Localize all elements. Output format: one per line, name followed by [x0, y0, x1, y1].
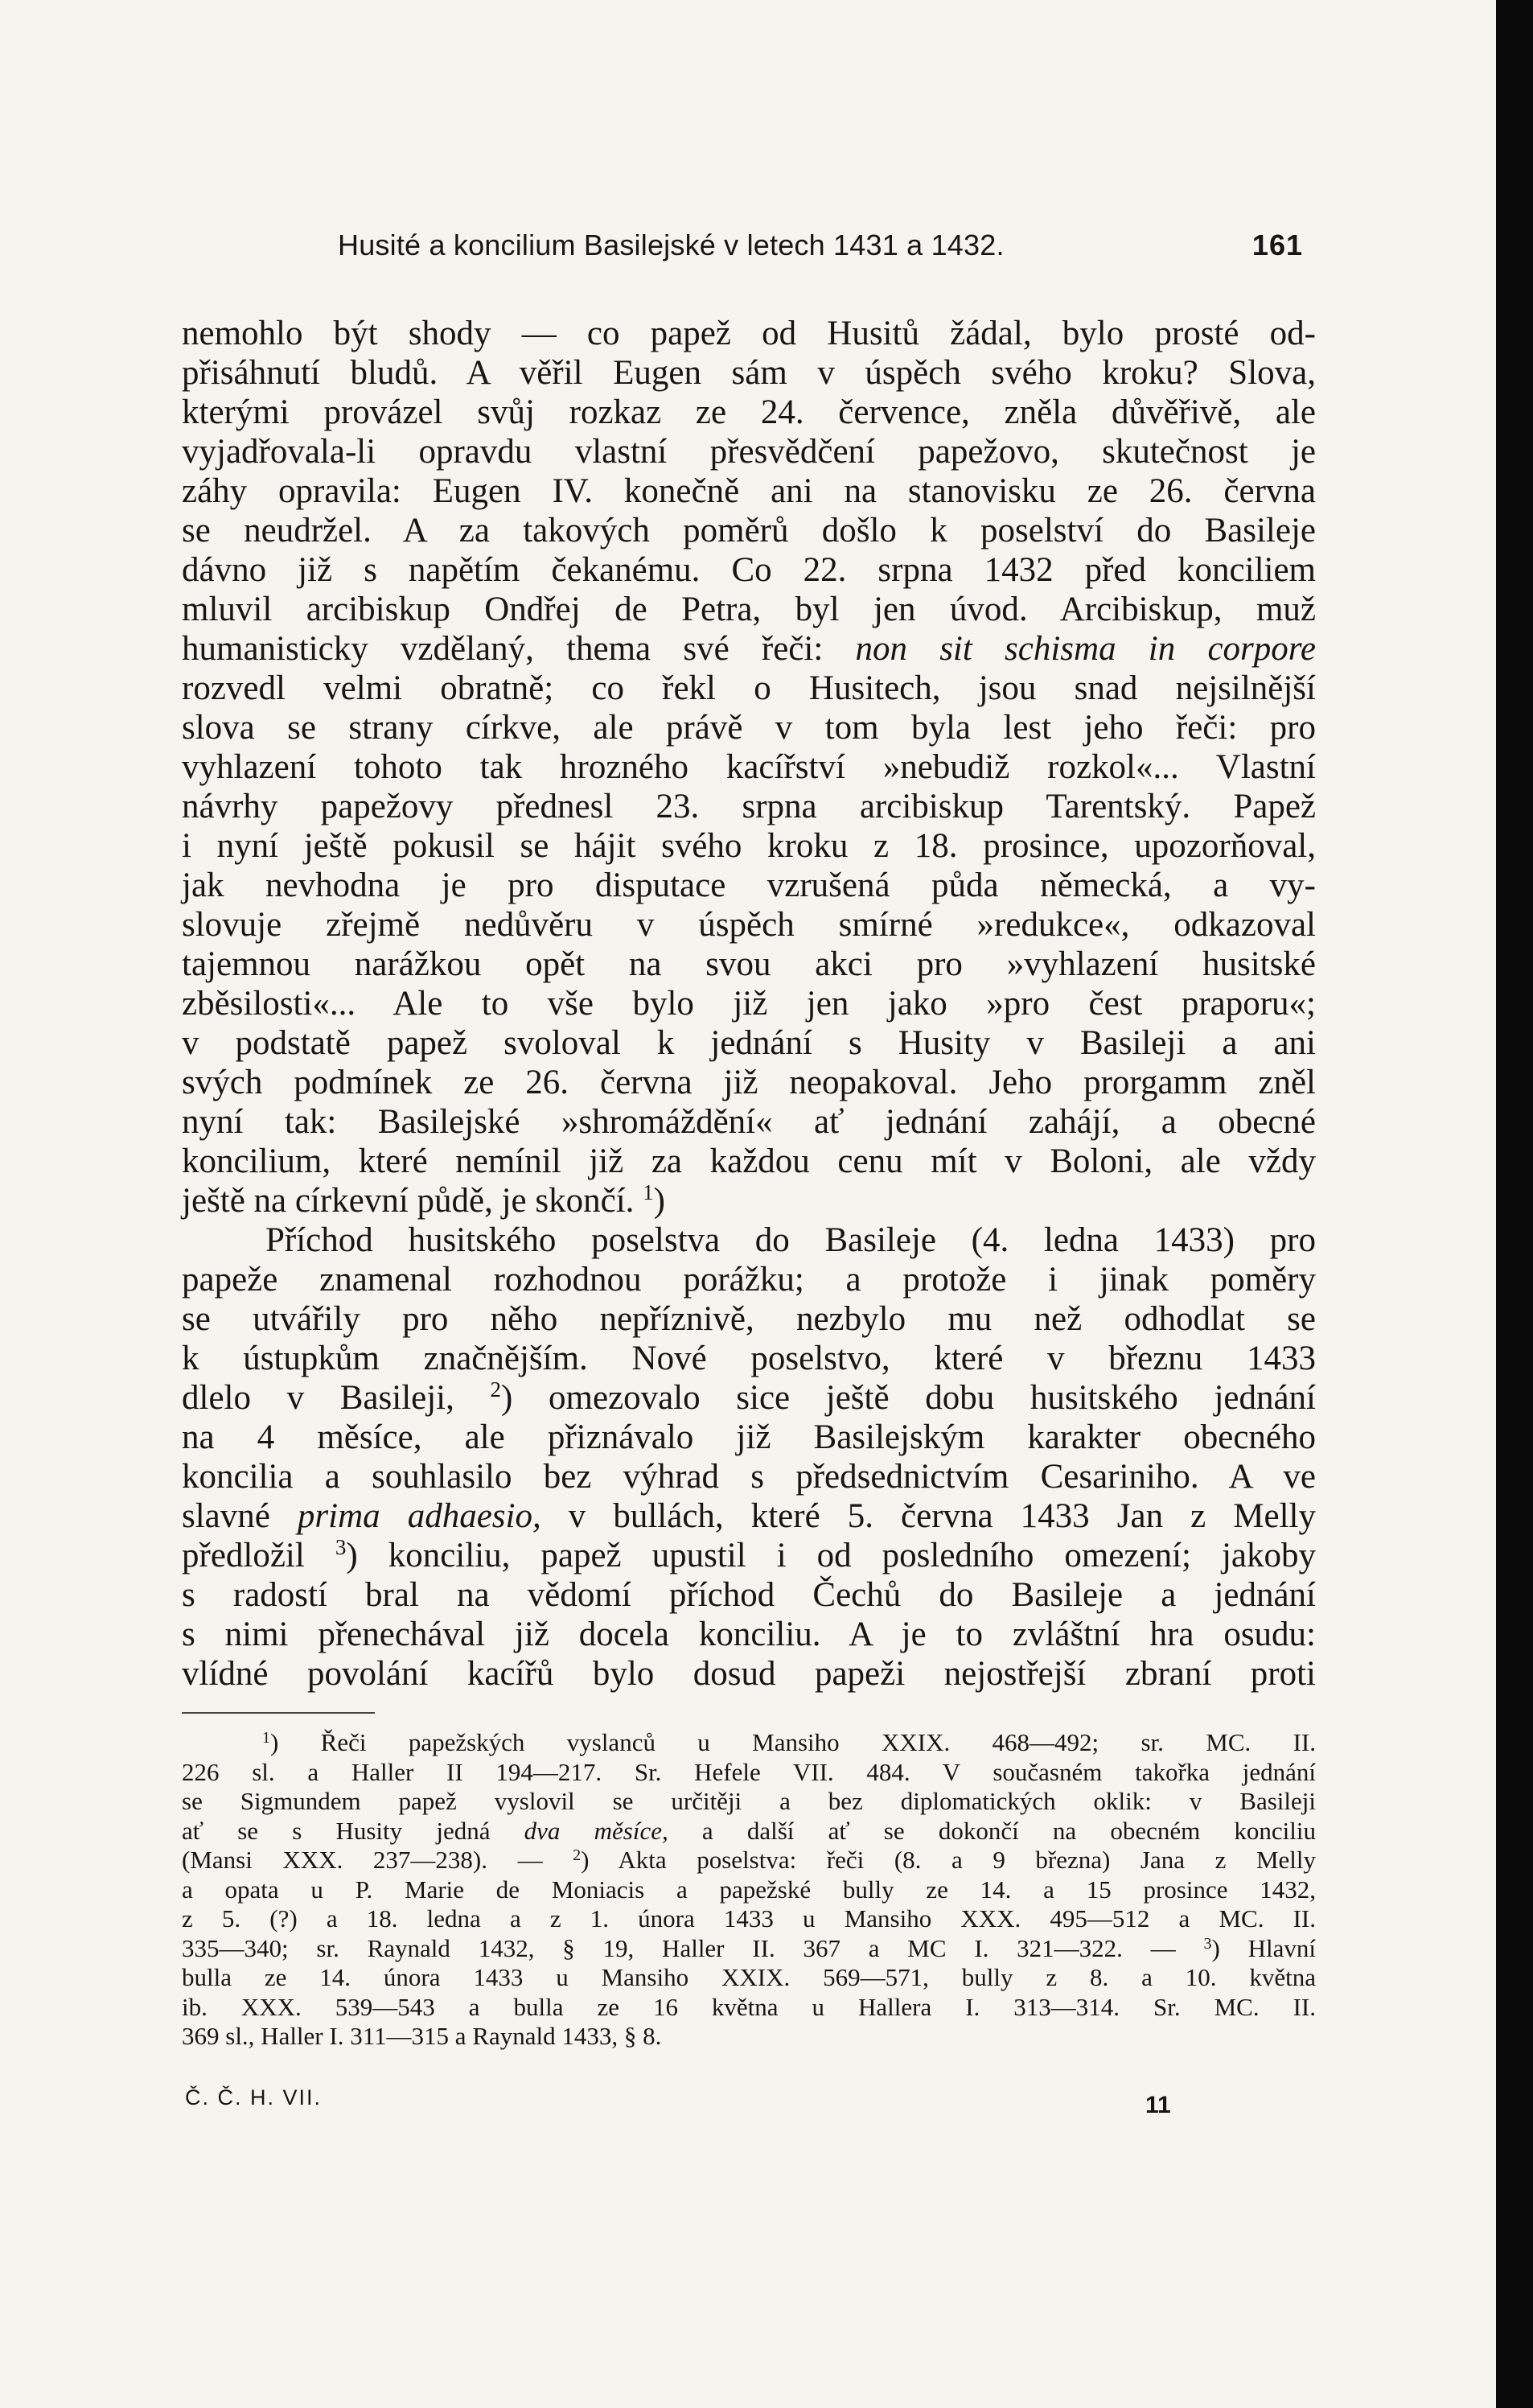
- text-fragment: 335—340; sr. Raynald 1432, § 19, Haller II. 367 a MC I. 321—322. —: [182, 1933, 1176, 1962]
- text-line: na 4 měsíce, ale přiznávalo již Basilejským karakter obecného: [182, 1418, 1316, 1456]
- text-line: vyhlazení tohoto tak hrozného kacířství »nebudiž rozkol«... Vlastní: [182, 748, 1316, 786]
- text-line: se utvářily pro něho nepříznivě, nezbylo mu než odhodlat se: [182, 1300, 1316, 1338]
- text-line: dávno již s napětím čekanému. Co 22. srpna 1432 před konciliem: [182, 551, 1316, 589]
- text-fragment: Řeči papežských vyslanců u Mansiho XXIX. 468—492; sr. MC. II.: [320, 1728, 1316, 1756]
- latin-quote: non sit schisma in corpore: [855, 630, 1317, 668]
- printer-signature: Č. Č. H. VII.: [185, 2085, 323, 2110]
- text-line: návrhy papežovy přednesl 23. srpna arcibiskup Tarentský. Papež: [182, 788, 1316, 825]
- text-line: mluvil arcibiskup Ondřej de Petra, byl jen úvod. Arcibiskup, muž: [182, 591, 1316, 628]
- text-line: s radostí bral na vědomí příchod Čechů do Basileje a jednání: [182, 1576, 1316, 1614]
- page-header: [338, 222, 1303, 270]
- latin-phrase: prima adhaesio,: [297, 1497, 541, 1535]
- text-line: Příchod husitského poselstva do Basileje (4. ledna 1433) pro: [265, 1221, 1316, 1259]
- text-line: v podstatě papež svoloval k jednání s Husity v Basileji a ani: [182, 1024, 1316, 1062]
- footnote-marker: 3: [335, 1535, 347, 1559]
- text-line: záhy opravila: Eugen IV. konečně ani na stanovisku ze 26. června: [182, 472, 1316, 510]
- footnote-line: 369 sl., Haller I. 311—315 a Raynald 1433, § 8.: [182, 2022, 662, 2050]
- text-line: svých podmínek ze 26. června již neopakoval. Jeho prorgamm zněl: [182, 1064, 1316, 1101]
- text-fragment: dlelo v Basileji,: [182, 1379, 454, 1417]
- text-line: i nyní ještě pokusil se hájit svého kroku z 18. prosince, upozorňoval,: [182, 827, 1316, 865]
- footnote-line: se Sigmundem papež vyslovil se určitěji a bez diplomatických oklik: v Basileji: [182, 1787, 1316, 1815]
- page-number: 161: [1251, 228, 1303, 261]
- text-fragment: konciliu, papež upustil i od posledního omezení; jakoby: [388, 1537, 1317, 1574]
- text-line: vlídné povolání kacířů bylo dosud papeži nejostřejší zbraní proti: [182, 1655, 1316, 1693]
- footnote-line: z 5. (?) a 18. ledna a z 1. února 1433 u Mansiho XXX. 495—512 a MC. II.: [182, 1904, 1316, 1933]
- text-line: slova se strany církve, ale právě v tom byla lest jeho řeči: pro: [182, 709, 1316, 747]
- text-fragment: omezovalo sice ještě dobu husitského jednání: [549, 1379, 1317, 1417]
- text-line: slovuje zřejmě nedůvěru v úspěch smírné »redukce«, odkazoval: [182, 906, 1316, 944]
- text-line: rozvedl velmi obratně; co řekl o Husitech, jsou snad nejsilnější: [182, 669, 1316, 707]
- text-line: přisáhnutí bludů. A věřil Eugen sám v úspěch svého kroku? Slova,: [182, 354, 1316, 392]
- text-line: koncilium, které nemínil již za každou cenu mít v Boloni, ale vždy: [182, 1142, 1316, 1180]
- footnote-line: $^1$) Řeči papežských vyslanců u Mansiho XXIX. 468—492; sr. MC. II.: [262, 1728, 1316, 1756]
- footnote-marker: 1: [643, 1180, 654, 1204]
- text-line: tajemnou narážkou opět na svou akci pro »vyhlazení husitské: [182, 945, 1316, 983]
- text-fragment: Akta poselstva: řeči (8. a 9 března) Jana z Melly: [618, 1846, 1316, 1874]
- footnote-marker: 3: [1203, 1934, 1212, 1953]
- footnote-line: a opata u P. Marie de Moniacis a papežské bully ze 14. a 15 prosince 1432,: [182, 1875, 1316, 1904]
- footnote-line: 226 sl. a Haller II 194—217. Sr. Hefele VII. 484. V současném takořka jednání: [182, 1757, 1316, 1786]
- scan-border: [1496, 0, 1533, 2408]
- footnotes: [182, 1728, 1316, 2052]
- text-fragment: (Mansi XXX. 237—238). —: [182, 1846, 543, 1874]
- footnote-marker: 2: [573, 1846, 582, 1864]
- sheet-number: 11: [1145, 2092, 1171, 2118]
- footnote-line: [182, 1817, 1316, 1846]
- italic-phrase: dva měsíce,: [524, 1816, 668, 1845]
- text-fragment: ať se s Husity jedná: [182, 1816, 491, 1845]
- text-fragment: a další ať se dokončí na obecném konciliu: [701, 1816, 1317, 1845]
- text-line: ještě na církevní půdě, je skončí. $^1$): [182, 1180, 665, 1220]
- text-line: papeže znamenal rozhodnou porážku; a protože i jinak poměry: [182, 1261, 1316, 1299]
- main-text: [182, 314, 1316, 1694]
- text-line: jak nevhodna je pro disputace vzrušená půda německá, a vy-: [182, 866, 1316, 904]
- footnote-line: bulla ze 14. února 1433 u Mansiho XXIX. 569—571, bully z 8. a 10. května: [182, 1963, 1316, 1991]
- text-fragment: předložil: [182, 1537, 305, 1574]
- text-line: zběsilosti«... Ale to vše bylo již jen jako »pro čest praporu«;: [182, 985, 1316, 1023]
- text-fragment: slavné: [182, 1497, 270, 1535]
- text-fragment: ještě na církevní půdě, je skončí.: [182, 1182, 635, 1220]
- text-fragment: v bullách, které 5. června 1433 Jan z Melly: [568, 1497, 1316, 1535]
- running-title: Husité a koncilium Basilejské v letech 1431 a 1432.: [338, 228, 1005, 261]
- text-line: vyjadřovala-li opravdu vlastní přesvědčení papežovo, skutečnost je: [182, 433, 1316, 471]
- footnote-line: 335—340; sr. Raynald 1432, § 19, Haller II. 367 a MC I. 321—322. — $^3$) Hlavní: [182, 1933, 1316, 1962]
- text-line: dlelo v Basileji, $^2$) omezovalo sice ještě dobu husitského jednání: [182, 1377, 1317, 1417]
- text-fragment: humanisticky vzdělaný, thema své řeči:: [182, 630, 824, 668]
- footnote-marker: 1: [262, 1729, 270, 1747]
- text-line: s nimi přenechával již docela konciliu. A je to zvláštní hra osudu:: [182, 1616, 1316, 1653]
- text-line: nemohlo být shody — co papež od Husitů žádal, bylo prosté od-: [182, 315, 1316, 352]
- footnote-marker: 2: [490, 1377, 502, 1402]
- footnote-line: ib. XXX. 539—543 a bulla ze 16 května u Hallera I. 313—314. Sr. MC. II.: [182, 1992, 1316, 2021]
- text-line: kterými provázel svůj rozkaz ze 24. července, zněla důvěřivě, ale: [182, 393, 1316, 431]
- text-fragment: Hlavní: [1247, 1933, 1316, 1962]
- text-line: koncilia a souhlasilo bez výhrad s předsednictvím Cesariniho. A ve: [182, 1458, 1316, 1496]
- footnote-line: (Mansi XXX. 237—238). — $^2$) Akta poselstva: řeči (8. a 9 března) Jana z Melly: [182, 1846, 1316, 1874]
- footnote-separator: [182, 1712, 375, 1714]
- text-line: [182, 1496, 1316, 1536]
- text-line: [182, 629, 1316, 669]
- text-line: se neudržel. A za takových poměrů došlo k poselství do Basileje: [182, 512, 1316, 550]
- text-line: k ústupkům značnějším. Nové poselstvo, které v březnu 1433: [182, 1340, 1316, 1377]
- text-line: předložil $^3$) konciliu, papež upustil i od posledního omezení; jakoby: [182, 1535, 1317, 1574]
- text-line: nyní tak: Basilejské »shromáždění« ať jednání zahájí, a obecné: [182, 1103, 1316, 1141]
